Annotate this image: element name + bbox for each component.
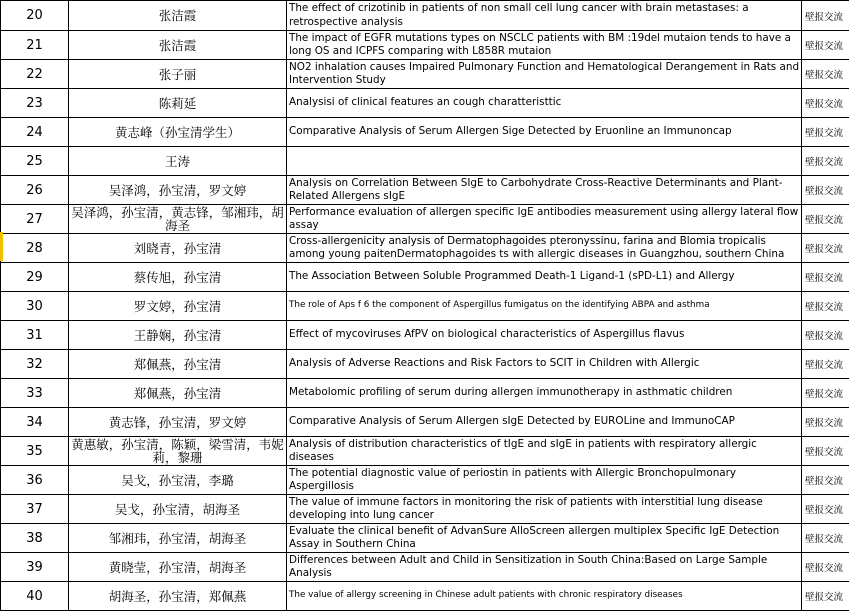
table-row[interactable] xyxy=(1,147,849,176)
table-row[interactable] xyxy=(1,60,849,89)
cell-title[interactable]: The impact of EGFR mutations types on NSCLC patients with BM :19del mutaion tends to have a long OS and ICPFS comparing with L858R mutaion xyxy=(287,31,802,60)
selected-row-indicator xyxy=(0,232,3,261)
cell-title[interactable]: Performance evaluation of allergen specific IgE antibodies measurement using allergy lateral flow assay xyxy=(287,205,802,234)
cell-title[interactable]: Analysisi of clinical features an cough charatteristtic xyxy=(287,89,802,118)
cell-presentation-type[interactable]: 壁报交流 xyxy=(802,1,849,31)
cell-title[interactable] xyxy=(287,147,802,176)
cell-title[interactable]: The value of allergy screening in Chinese adult patients with chronic respiratory diseases xyxy=(287,582,802,611)
cell-number[interactable]: 35 xyxy=(1,437,69,466)
table-row[interactable] xyxy=(1,582,849,611)
cell-presentation-type[interactable]: 壁报交流 xyxy=(802,147,849,176)
cell-authors[interactable]: 胡海圣，孙宝清，郑佩燕 xyxy=(69,582,287,611)
cell-authors[interactable]: 吴泽鸿，孙宝清，黄志锋，邹湘玮，胡海圣 xyxy=(69,205,287,234)
cell-number[interactable]: 29 xyxy=(1,263,69,292)
table-row[interactable] xyxy=(1,553,849,582)
cell-authors[interactable]: 陈莉延 xyxy=(69,89,287,118)
table-row[interactable] xyxy=(1,466,849,495)
cell-presentation-type[interactable]: 壁报交流 xyxy=(802,118,849,147)
cell-presentation-type[interactable]: 壁报交流 xyxy=(802,495,849,524)
cell-authors[interactable]: 张洁霞 xyxy=(69,1,287,31)
cell-title[interactable]: Effect of mycoviruses AfPV on biological characteristics of Aspergillus flavus xyxy=(287,321,802,350)
cell-authors[interactable]: 蔡传旭，孙宝清 xyxy=(69,263,287,292)
cell-presentation-type[interactable]: 壁报交流 xyxy=(802,582,849,611)
cell-title[interactable]: The effect of crizotinib in patients of non small cell lung cancer with brain metastases: a retrospective analysis xyxy=(287,1,802,31)
table-row[interactable] xyxy=(1,205,849,234)
table-row[interactable] xyxy=(1,350,849,379)
cell-authors[interactable]: 黄志峰（孙宝清学生） xyxy=(69,118,287,147)
cell-number[interactable]: 30 xyxy=(1,292,69,321)
cell-number[interactable]: 33 xyxy=(1,379,69,408)
cell-authors[interactable]: 郑佩燕，孙宝清 xyxy=(69,379,287,408)
cell-number[interactable]: 31 xyxy=(1,321,69,350)
cell-presentation-type[interactable]: 壁报交流 xyxy=(802,89,849,118)
table-row[interactable] xyxy=(1,31,849,60)
cell-authors[interactable]: 吴戈，孙宝清，李璐 xyxy=(69,466,287,495)
cell-presentation-type[interactable]: 壁报交流 xyxy=(802,205,849,234)
cell-number[interactable]: 37 xyxy=(1,495,69,524)
table-row[interactable] xyxy=(1,408,849,437)
table-row[interactable] xyxy=(1,379,849,408)
cell-number[interactable]: 38 xyxy=(1,524,69,553)
table-body xyxy=(1,1,849,611)
cell-number[interactable]: 28 xyxy=(1,234,69,263)
cell-number[interactable]: 20 xyxy=(1,1,69,31)
cell-authors[interactable]: 吴泽鸿，孙宝清，罗文婷 xyxy=(69,176,287,205)
cell-presentation-type[interactable]: 壁报交流 xyxy=(802,437,849,466)
cell-presentation-type[interactable]: 壁报交流 xyxy=(802,350,849,379)
cell-presentation-type[interactable]: 壁报交流 xyxy=(802,176,849,205)
cell-presentation-type[interactable]: 壁报交流 xyxy=(802,553,849,582)
cell-title[interactable]: Differences between Adult and Child in Sensitization in South China:Based on Large Sample Analysis xyxy=(287,553,802,582)
cell-title[interactable]: NO2 inhalation causes Impaired Pulmonary Function and Hematological Derangement in Rats and Intervention Study xyxy=(287,60,802,89)
cell-presentation-type[interactable]: 壁报交流 xyxy=(802,321,849,350)
cell-authors[interactable]: 罗文婷，孙宝清 xyxy=(69,292,287,321)
cell-number[interactable]: 34 xyxy=(1,408,69,437)
cell-presentation-type[interactable]: 壁报交流 xyxy=(802,466,849,495)
table-row[interactable] xyxy=(1,234,849,263)
cell-authors[interactable]: 黄惠敏，孙宝清，陈颖，梁雪清，韦妮莉，黎珊 xyxy=(69,437,287,466)
cell-number[interactable]: 23 xyxy=(1,89,69,118)
cell-number[interactable]: 40 xyxy=(1,582,69,611)
cell-presentation-type[interactable]: 壁报交流 xyxy=(802,379,849,408)
cell-number[interactable]: 21 xyxy=(1,31,69,60)
cell-authors[interactable]: 邹湘玮，孙宝清，胡海圣 xyxy=(69,524,287,553)
cell-presentation-type[interactable]: 壁报交流 xyxy=(802,408,849,437)
table-row[interactable] xyxy=(1,263,849,292)
cell-presentation-type[interactable]: 壁报交流 xyxy=(802,234,849,263)
cell-title[interactable]: Cross-allergenicity analysis of Dermatophagoides pteronyssinu, farina and Blomia tropicalis among young paitenDermatophagoides ts with allergic diseases in Guangzhou, southern China xyxy=(287,234,802,263)
cell-authors[interactable]: 张子丽 xyxy=(69,60,287,89)
cell-presentation-type[interactable]: 壁报交流 xyxy=(802,292,849,321)
cell-number[interactable]: 22 xyxy=(1,60,69,89)
table-row[interactable] xyxy=(1,524,849,553)
cell-number[interactable]: 24 xyxy=(1,118,69,147)
table-row[interactable] xyxy=(1,89,849,118)
cell-number[interactable]: 25 xyxy=(1,147,69,176)
cell-title[interactable]: Comparative Analysis of Serum Allergen Sige Detected by Eruonline an Immunoncap xyxy=(287,118,802,147)
cell-title[interactable]: Metabolomic profiling of serum during allergen immunotherapy in asthmatic children xyxy=(287,379,802,408)
table-row[interactable] xyxy=(1,292,849,321)
cell-number[interactable]: 26 xyxy=(1,176,69,205)
cell-authors[interactable]: 王静娴，孙宝清 xyxy=(69,321,287,350)
cell-authors[interactable]: 黄晓莹，孙宝清，胡海圣 xyxy=(69,553,287,582)
table-row[interactable] xyxy=(1,1,849,31)
cell-title[interactable]: The role of Aps f 6 the component of Aspergillus fumigatus on the identifying ABPA and asthma xyxy=(287,292,802,321)
cell-title[interactable]: Analysis of Adverse Reactions and Risk Factors to SCIT in Children with Allergic xyxy=(287,350,802,379)
cell-authors[interactable]: 刘晓青，孙宝清 xyxy=(69,234,287,263)
cell-authors[interactable]: 张洁霞 xyxy=(69,31,287,60)
cell-title[interactable]: The potential diagnostic value of periostin in patients with Allergic Bronchopulmonary Aspergillosis xyxy=(287,466,802,495)
table-row[interactable] xyxy=(1,321,849,350)
cell-presentation-type[interactable]: 壁报交流 xyxy=(802,263,849,292)
cell-presentation-type[interactable]: 壁报交流 xyxy=(802,60,849,89)
cell-authors[interactable]: 吴戈，孙宝清，胡海圣 xyxy=(69,495,287,524)
table-row[interactable] xyxy=(1,437,849,466)
cell-authors[interactable]: 黄志锋，孙宝清，罗文婷 xyxy=(69,408,287,437)
cell-authors[interactable]: 王涛 xyxy=(69,147,287,176)
table-row[interactable] xyxy=(1,495,849,524)
cell-title[interactable]: Evaluate the clinical benefit of AdvanSure AlloScreen allergen multiplex Specific IgE Detection Assay in Southern China xyxy=(287,524,802,553)
cell-number[interactable]: 32 xyxy=(1,350,69,379)
table-row[interactable] xyxy=(1,176,849,205)
cell-title[interactable]: Analysis of distribution characteristics of tIgE and sIgE in patients with respiratory allergic diseases xyxy=(287,437,802,466)
cell-number[interactable]: 27 xyxy=(1,205,69,234)
cell-title[interactable]: The Association Between Soluble Programmed Death-1 Ligand-1 (sPD-L1) and Allergy xyxy=(287,263,802,292)
cell-number[interactable]: 36 xyxy=(1,466,69,495)
cell-presentation-type[interactable]: 壁报交流 xyxy=(802,524,849,553)
cell-title[interactable]: Comparative Analysis of Serum Allergen sIgE Detected by EUROLine and ImmunoCAP xyxy=(287,408,802,437)
cell-authors[interactable]: 郑佩燕，孙宝清 xyxy=(69,350,287,379)
cell-title[interactable]: Analysis on Correlation Between SIgE to Carbohydrate Cross-Reactive Determinants and Plant-Related Allergens sIgE xyxy=(287,176,802,205)
table-row[interactable] xyxy=(1,118,849,147)
cell-number[interactable]: 39 xyxy=(1,553,69,582)
cell-title[interactable]: The value of immune factors in monitoring the risk of patients with interstitial lung disease developing into lung cancer xyxy=(287,495,802,524)
cell-presentation-type[interactable]: 壁报交流 xyxy=(802,31,849,60)
